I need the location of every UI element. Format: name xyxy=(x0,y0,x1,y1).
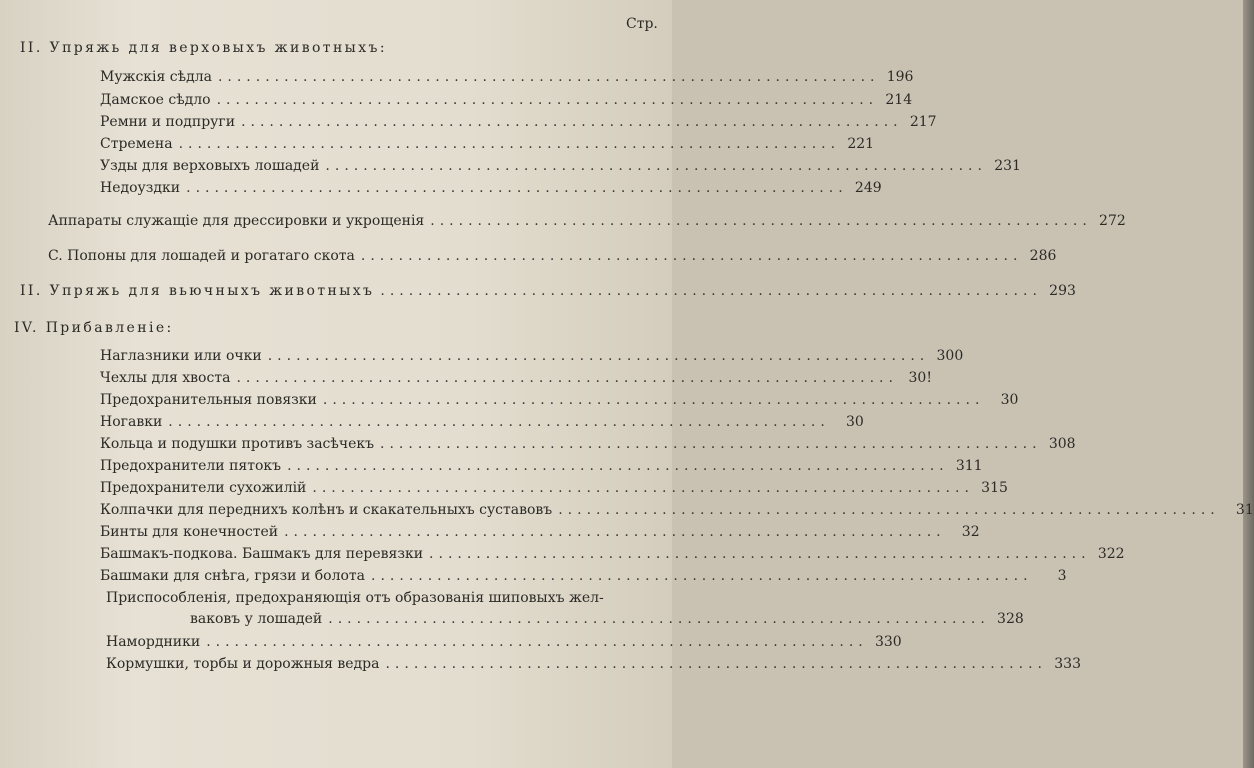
toc-entry xyxy=(100,113,937,131)
entry-title: Намордники xyxy=(106,634,201,650)
dot-leader: ...................................................................... xyxy=(328,611,990,627)
toc-entry xyxy=(100,157,1021,175)
section-title: II. Упряжь для вьючныхъ животныхъ xyxy=(20,283,375,299)
toc-entry xyxy=(100,567,1067,585)
dot-leader: ...................................................................... xyxy=(430,213,1092,229)
entry-title: Дамское сѣдло xyxy=(100,92,211,108)
entry-page: 272 xyxy=(1099,213,1126,229)
entry-page: 231 xyxy=(994,158,1021,174)
entry-title: Кормушки, торбы и дорожныя ведра xyxy=(106,656,380,672)
dot-leader: ...................................................................... xyxy=(429,546,1091,562)
entry-title: C. Попоны для лошадей и рогатаго скота xyxy=(48,248,355,264)
toc-entry xyxy=(100,391,1019,409)
toc-entry xyxy=(100,91,913,109)
page-edge xyxy=(1243,0,1254,768)
toc-entry xyxy=(190,610,1024,628)
entry-title: Колпачки для переднихъ колѣнъ и скакательныхъ суставовъ xyxy=(100,502,553,518)
dot-leader: ...................................................................... xyxy=(371,568,1033,584)
toc-entry xyxy=(100,413,864,431)
entry-title: Узды для верховыхъ лошадей xyxy=(100,158,320,174)
dot-leader: ...................................................................... xyxy=(385,656,1047,672)
entry-title: Предохранители сухожилій xyxy=(100,480,307,496)
dot-leader: ...................................................................... xyxy=(178,136,841,152)
dot-leader: ...................................................................... xyxy=(380,436,1042,452)
toc-entry xyxy=(100,135,875,153)
entry-page: 330 xyxy=(874,634,902,650)
dot-leader: ...................................................................... xyxy=(236,370,898,386)
toc-entry xyxy=(100,523,980,541)
toc-entry xyxy=(100,347,964,365)
entry-title: Предохранители пятокъ xyxy=(100,458,282,474)
entry-page: 30 xyxy=(845,414,864,430)
toc-entry xyxy=(48,247,1057,265)
entry-page: 30! xyxy=(908,370,932,386)
toc-entry xyxy=(100,501,1254,519)
entry-page: 214 xyxy=(885,92,913,108)
entry-page: 322 xyxy=(1097,546,1125,562)
dot-leader: ...................................................................... xyxy=(325,158,987,174)
entry-title: Кольца и подушки противъ засѣчекъ xyxy=(100,436,375,452)
section-title: II. Упряжь для верховыхъ животныхъ: xyxy=(20,40,387,56)
entry-title: Чехлы для хвоста xyxy=(100,370,231,386)
entry-title: Наглазники или очки xyxy=(100,348,262,364)
entry-title: Мужскія сѣдла xyxy=(100,69,212,85)
toc-entry xyxy=(100,435,1076,453)
dot-leader: ...................................................................... xyxy=(216,92,879,108)
section-title-row xyxy=(20,282,1076,300)
entry-page: 315 xyxy=(981,480,1008,496)
entry-page: 221 xyxy=(847,136,875,152)
dot-leader: ...................................................................... xyxy=(217,69,880,85)
entry-title: Аппараты служащіе для дрессировки и укрощенія xyxy=(48,213,425,229)
dot-leader: ...................................................................... xyxy=(284,524,946,540)
entry-page: 31 xyxy=(1235,502,1254,518)
dot-leader: ...................................................................... xyxy=(241,114,903,130)
entry-title: ваковъ у лошадей xyxy=(190,611,323,627)
toc-entry xyxy=(100,457,983,475)
toc-entry xyxy=(100,479,1008,497)
entry-page: 196 xyxy=(886,69,914,85)
page-column-label: Стр. xyxy=(626,16,658,32)
entry-page: 311 xyxy=(955,458,983,474)
entry-title: Ремни и подпруги xyxy=(100,114,236,130)
entry-page: 308 xyxy=(1048,436,1076,452)
entry-page: 30 xyxy=(1000,392,1019,408)
toc-entry xyxy=(48,212,1126,230)
toc-entry xyxy=(106,633,902,651)
entry-title: Недоуздки xyxy=(100,180,181,196)
dot-leader: ...................................................................... xyxy=(312,480,974,496)
entry-title: Башмакъ-подкова. Башмакъ для перевязки xyxy=(100,546,424,562)
entry-page: 328 xyxy=(997,611,1024,627)
entry-title-wrap: Приспособленія, предохраняющія отъ образованія шиповыхъ жел- xyxy=(106,590,604,606)
entry-title: Стремена xyxy=(100,136,173,152)
entry-page: 333 xyxy=(1054,656,1081,672)
entry-page: 3 xyxy=(1057,568,1067,584)
dot-leader: ...................................................................... xyxy=(322,392,985,408)
dot-leader: ...................................................................... xyxy=(267,348,930,364)
entry-title: Ногавки xyxy=(100,414,163,430)
entry-title: Башмаки для снѣга, грязи и болота xyxy=(100,568,366,584)
entry-title: Предохранительныя повязки xyxy=(100,392,317,408)
entry-page: 249 xyxy=(854,180,882,196)
toc-entry xyxy=(106,655,1081,673)
entry-page: 217 xyxy=(909,114,937,130)
entry-page: 286 xyxy=(1029,248,1057,264)
dot-leader: ...................................................................... xyxy=(558,502,1220,518)
dot-leader: ...................................................................... xyxy=(287,458,949,474)
dot-leader: ...................................................................... xyxy=(186,180,848,196)
entry-title: Бинты для конечностей xyxy=(100,524,279,540)
section-title: IV. Прибавленіе: xyxy=(14,320,174,336)
toc-entry xyxy=(100,68,914,86)
toc-entry xyxy=(100,179,882,197)
toc-entry xyxy=(100,545,1125,563)
entry-page: 293 xyxy=(1049,283,1076,299)
dot-leader: ...................................................................... xyxy=(380,283,1042,299)
toc-entry xyxy=(100,369,932,387)
entry-page: 32 xyxy=(961,524,980,540)
dot-leader: ...................................................................... xyxy=(360,248,1023,264)
dot-leader: ...................................................................... xyxy=(168,414,830,430)
entry-page: 300 xyxy=(936,348,964,364)
dot-leader: ...................................................................... xyxy=(206,634,868,650)
